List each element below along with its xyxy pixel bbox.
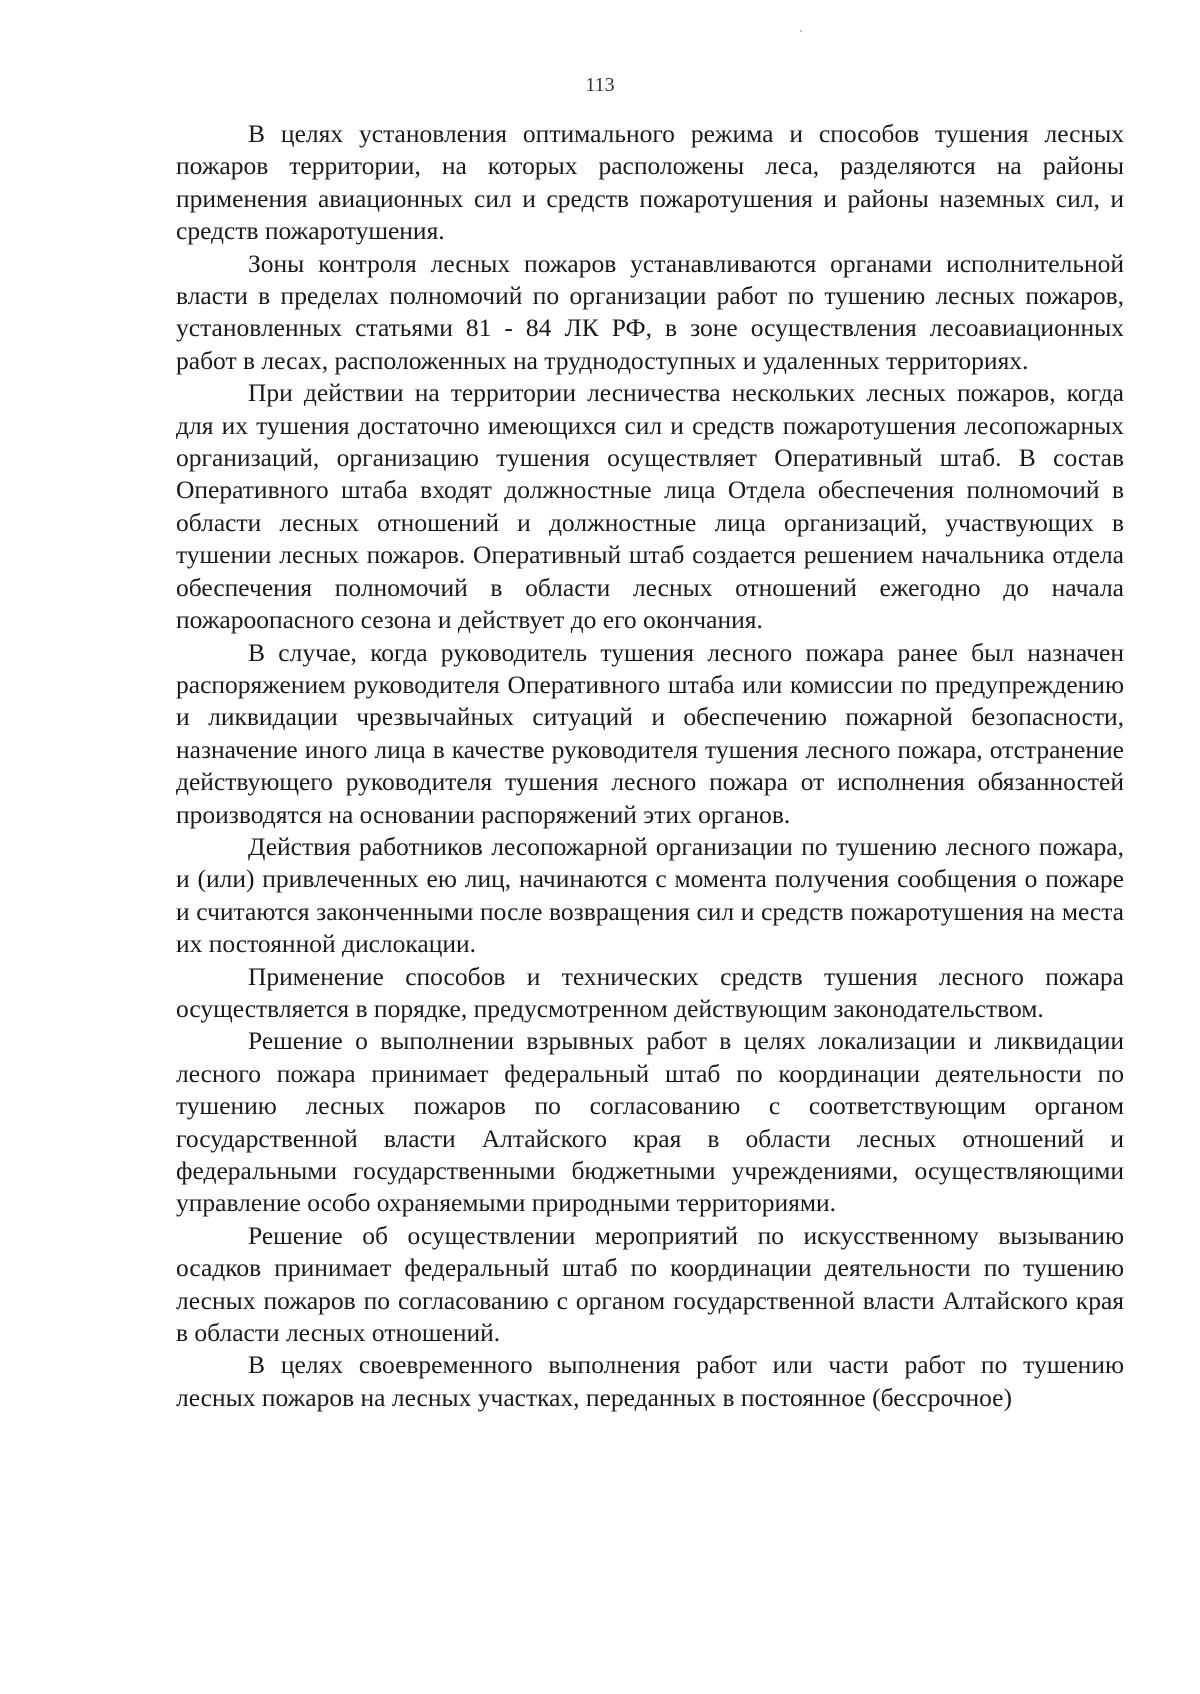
paragraph-1: В целях установления оптимального режима и способов тушения лесных пожаров территории, на которых расположены леса, разделяются на районы применения авиационных сил и средств пожаротушения и районы наземных сил, и средств пожаротушения. xyxy=(176,119,1124,246)
paragraph-8: Решение об осуществлении мероприятий по искусственному вызыванию осадков принимает федеральный штаб по координации деятельности по тушению лесных пожаров по согласованию с органом государственной власти Алтайского края в области лесных отношений. xyxy=(176,1220,1124,1348)
paragraph-4: В случае, когда руководитель тушения лесного пожара ранее был назначен распоряжением руководителя Оперативного штаба или комиссии по предупреждению и ликвидации чрезвычайных ситуаций и обеспечению пожарной безопасности, назначение иного лица в качестве руководителя тушения лесного пожара, отстранение действующего руководителя тушения лесного пожара от исполнения обязанностей производятся на основании распоряжений этих органов. xyxy=(176,637,1124,829)
paragraph-6: Применение способов и технических средств тушения лесного пожара осуществляется в порядке, предусмотренном действующим законодательством. xyxy=(176,961,1124,1023)
paragraph-3: При действии на территории лесничества нескольких лесных пожаров, когда для их тушения достаточно имеющихся сил и средств пожаротушения лесопожарных организаций, организацию тушения осуществляет Оперативный штаб. В состав Оперативного штаба входят должностные лица Отдела обеспечения полномочий в области лесных отношений и должностные лица организаций, участвующих в тушении лесных пожаров. Оперативный штаб создается решением начальника отдела обеспечения полномочий в области лесных отношений ежегодно до начала пожароопасного сезона и действует до его окончания. xyxy=(176,378,1124,635)
paragraph-2: Зоны контроля лесных пожаров устанавливаются органами исполнительной власти в пределах полномочий по организации работ по тушению лесных пожаров, установленных статьями 81 - 84 ЛК РФ, в зоне осуществления лесоавиационных работ в лесах, расположенных на труднодоступных и удаленных территориях. xyxy=(176,248,1124,375)
paragraph-7: Решение о выполнении взрывных работ в целях локализации и ликвидации лесного пожара принимает федеральный штаб по координации деятельности по тушению лесных пожаров по согласованию с соответствующим органом государственной власти Алтайского края в области лесных отношений и федеральными государственными бюджетными учреждениями, осуществляющими управление особо охраняемыми природными территориями. xyxy=(176,1026,1124,1218)
paragraph-9: В целях своевременного выполнения работ или части работ по тушению лесных пожаров на лесных участках, переданных в постоянное (бессрочное) xyxy=(176,1350,1124,1412)
scan-artifact xyxy=(800,30,802,32)
page-number: 113 xyxy=(585,74,615,96)
paragraph-5: Действия работников лесопожарной организации по тушению лесного пожара, и (или) привлеченных ею лиц, начинаются с момента получения сообщения о пожаре и считаются законченными после возвращения сил и средств пожаротушения на места их постоянной дислокации. xyxy=(176,831,1124,959)
document-body xyxy=(176,118,1124,1414)
